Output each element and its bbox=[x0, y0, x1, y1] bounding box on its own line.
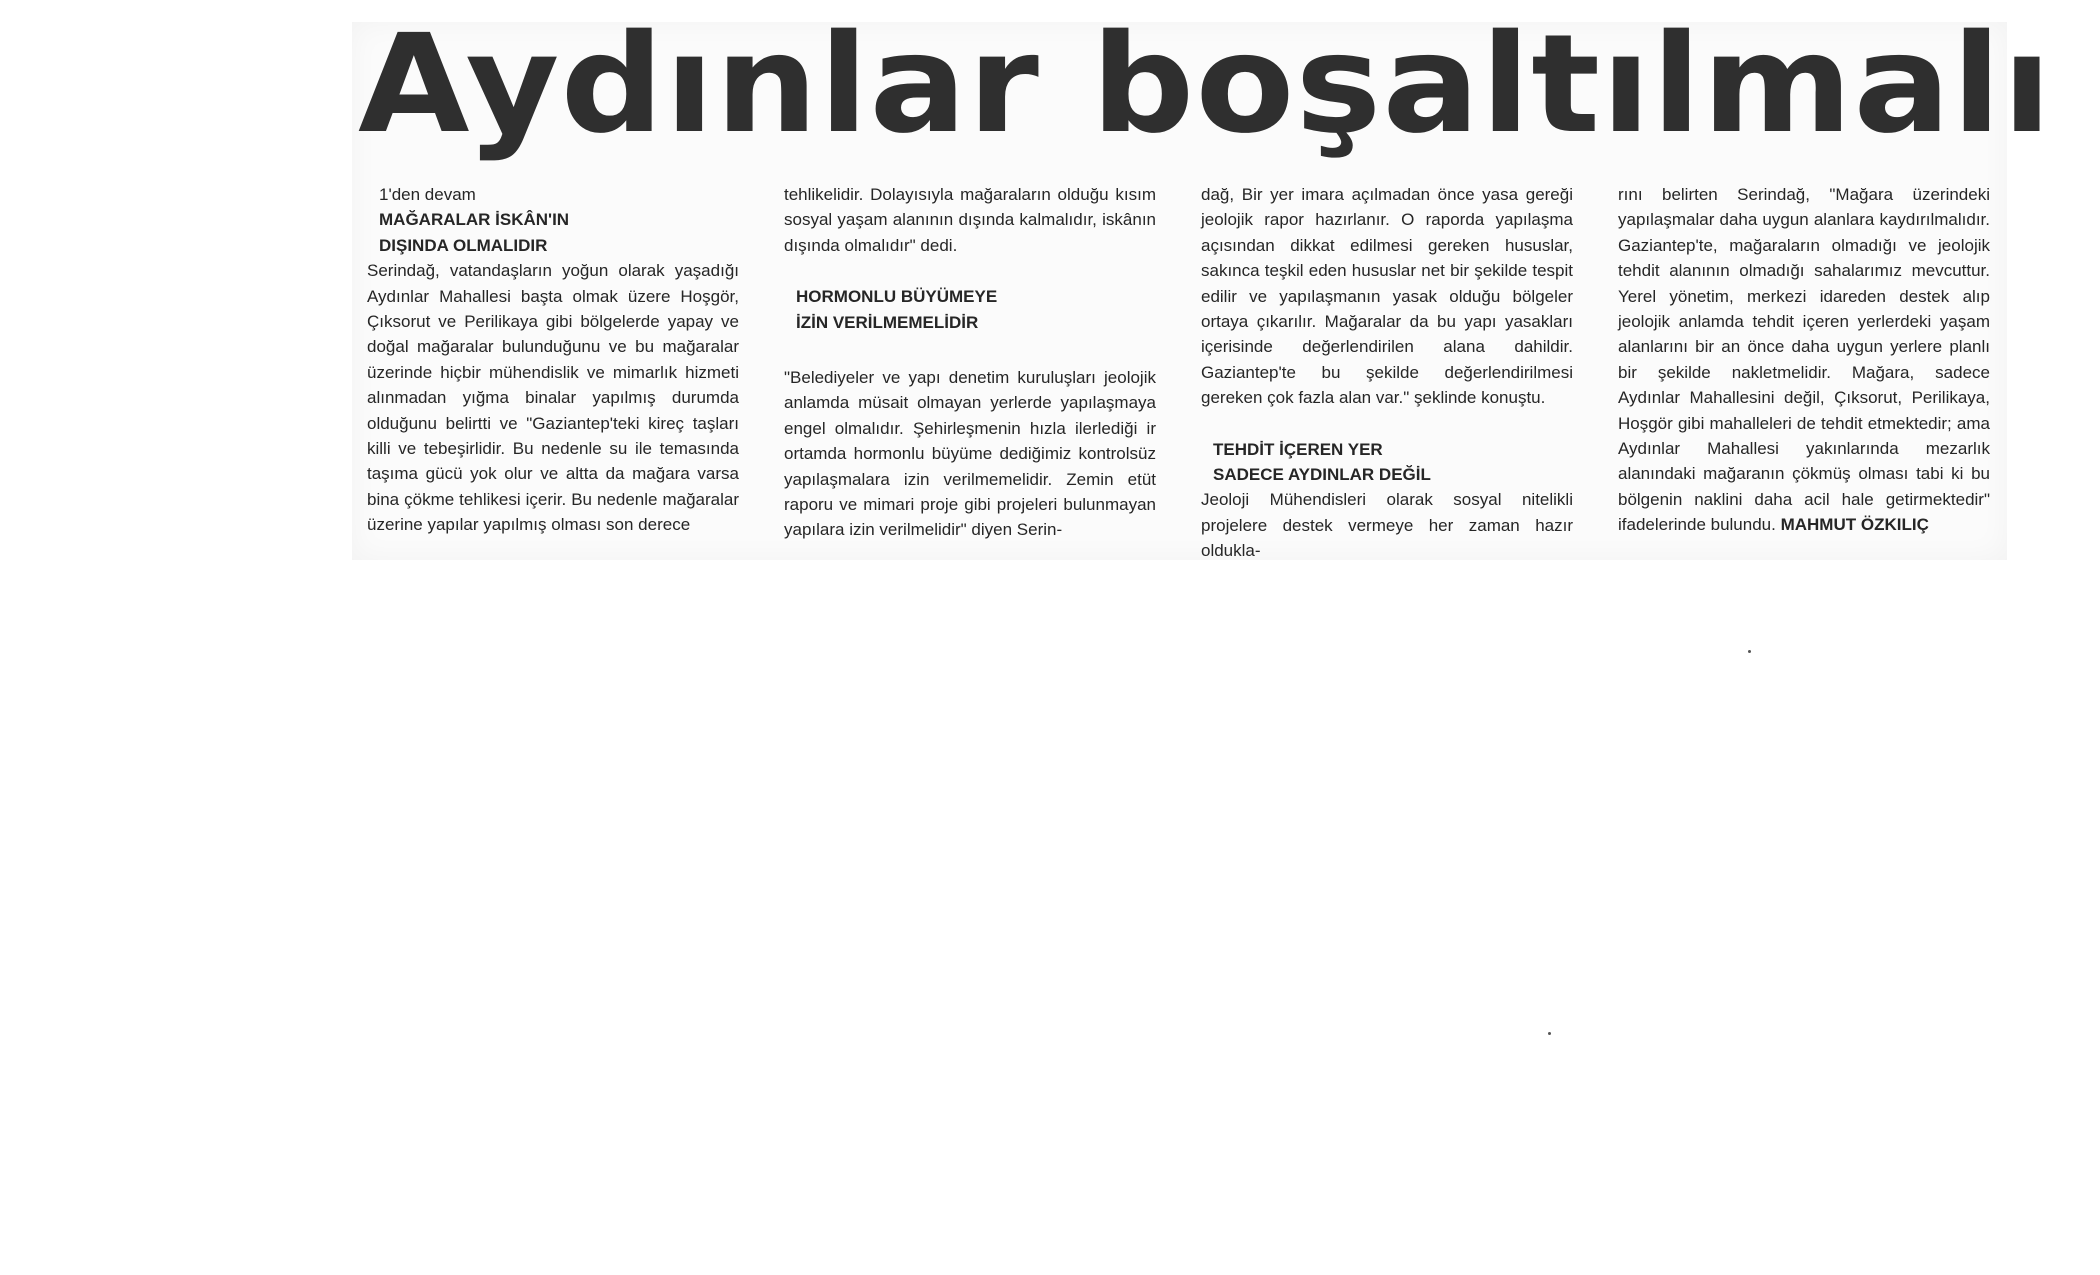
subheading-1-line-2: DIŞINDA OLMALIDIR bbox=[379, 235, 548, 255]
paragraph-2-continued: dağ, Bir yer imara açılmadan önce yasa gereği jeolojik rapor hazırlanır. O raporda yapılaşma açısından dikkat edilmesi gereken hususlar, sakınca teşkil eden hususlar net bir şekilde tespit edilir ve yapılaşmanın yasak olduğu bölgeler ortaya çıkarılır. Mağaralar da bu yapı yasakları içerisinde değerlendirilen alana dahildir. Gaziantep'te bu şekilde değerlendirilmesi gereken çok fazla alan var." şeklinde konuştu. bbox=[1201, 185, 1573, 408]
paragraph-3-continued-text: rını belirten Serindağ, "Mağara üzerindeki yapılaşmalar daha uygun alanlara kaydırılmalıdır. Gaziantep'te, mağaraların olmadığı ve jeolojik tehdit alanının olmadığı sahalarımız mevcuttur. Yerel yönetim, merkezi idareden destek alıp jeolojik anlamda tehdit içeren yerlerdeki yaşam alanlarını bir an önce daha uygun yerlere planlı bir şekilde nakletmelidir. Mağara, sadece Aydınlar Mahallesini değil, Çıksorut, Perilikaya, Hoşgör gibi mahalleleri de tehdit etmektedir; ama Aydınlar Mahallesi yakınlarında mezarlık alanındaki mağaranın çökmüş olması tabi ki bu bölgenin naklini daha acil hale getirmektedir" ifadelerinde bulundu. bbox=[1618, 185, 1990, 535]
column-1 bbox=[367, 182, 739, 538]
kicker: 1'den devam bbox=[379, 185, 476, 204]
column-3 bbox=[1201, 182, 1573, 564]
subheading-1-line-1: MAĞARALAR İSKÂN'IN bbox=[379, 210, 570, 230]
paragraph-1-continued: tehlikelidir. Dolayısıyla mağaraların olduğu kısım sosyal yaşam alanının dışında kalmalıdır, iskânın dışında olmalıdır" dedi. bbox=[784, 185, 1156, 255]
column-2 bbox=[784, 182, 1156, 543]
subheading-3-line-2: SADECE AYDINLAR DEĞİL bbox=[1213, 465, 1431, 485]
subheading-3 bbox=[1213, 437, 1573, 488]
column-4 bbox=[1618, 182, 1990, 538]
subheading-3-line-1: TEHDİT İÇEREN YER bbox=[1213, 439, 1383, 459]
subheading-1 bbox=[379, 207, 739, 258]
paragraph-3-continued bbox=[1618, 182, 1990, 538]
paragraph-3: Jeoloji Mühendisleri olarak sosyal nitelikli projelere destek vermeye her zaman hazır oldukla- bbox=[1201, 490, 1573, 561]
subheading-2-line-2: İZİN VERİLMEMELİDİR bbox=[796, 312, 979, 332]
byline: MAHMUT ÖZKILIÇ bbox=[1780, 515, 1929, 535]
subheading-2-line-1: HORMONLU BÜYÜMEYE bbox=[796, 287, 998, 307]
paragraph-2: "Belediyeler ve yapı denetim kuruluşları jeolojik anlamda müsait olmayan yerlerde yapılaşmaya engel olmalıdır. Şehirleşmenin hızla ilerlediği ir ortamda hormonlu büyüme dediğimiz kontrolsüz yapılaşmalara izin verilmemelidir. Zemin etüt raporu ve mimari proje gibi projeleri bulunmayan yapılara izin verilmelidir" diyen Serin- bbox=[784, 368, 1156, 540]
paragraph-1: Serindağ, vatandaşların yoğun olarak yaşadığı Aydınlar Mahallesi başta olmak üzere Hoşgör, Çıksorut ve Perilikaya gibi bölgelerde yapay ve doğal mağaralar bulunduğunu ve bu mağaralar üzerinde hiçbir mühendislik ve mimarlık hizmeti alınmadan yığma binalar yapılmış durumda olduğunu belirtti ve "Gaziantep'teki kireç taşları killi ve tebeşirlidir. Bu nedenle su ile temasında taşıma gücü yok olur ve altta da mağara varsa bina çökme tehlikesi içerir. Bu nedenle mağaralar üzerine yapılar yapılmış olması son derece bbox=[367, 261, 739, 535]
subheading-2 bbox=[796, 284, 1156, 335]
headline: Aydınlar boşaltılmalı bbox=[358, 6, 2053, 164]
